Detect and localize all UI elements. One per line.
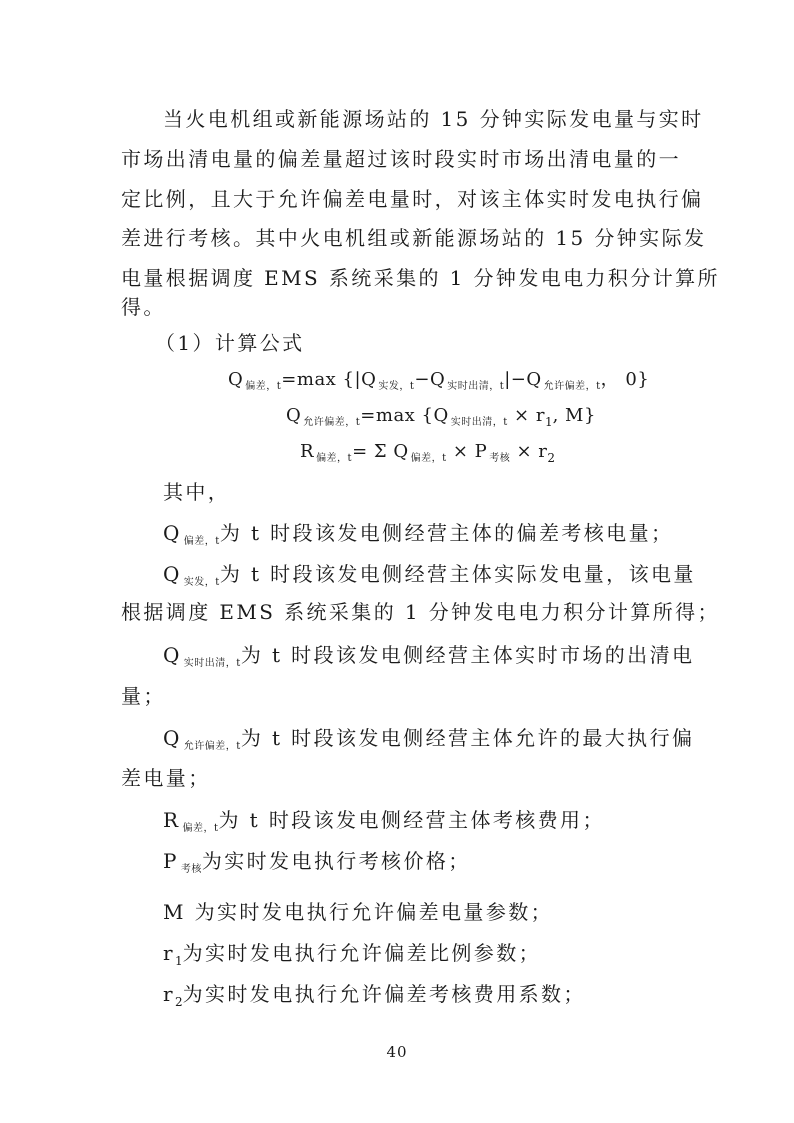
paragraph-line: 定比例，且大于允许偏差电量时，对该主体实时发电执行偏: [121, 187, 704, 211]
formula-allowed-deviation: Q $_{允许偏差,t}$=max {Q $_{实时出清,t} \times r_1$, M}: [286, 405, 596, 429]
definition-continuation: 量；: [121, 684, 166, 708]
definition-line: R $_{偏差,t}$为 t 时段该发电侧经营主体考核费用；: [163, 808, 605, 834]
paragraph-line: 当火电机组或新能源场站的 15 分钟实际发电量与实时: [163, 107, 704, 131]
where-label: 其中，: [163, 480, 231, 504]
definition-line: Q $_{偏差,t}$为 t 时段该发电侧经营主体的偏差考核电量；: [163, 521, 674, 547]
definition-line: Q $_{允许偏差,t}$为 t 时段该发电侧经营主体允许的最大执行偏: [163, 726, 695, 752]
paragraph-line: 市场出清电量的偏差量超过该时段实时市场出清电量的一: [121, 147, 681, 171]
definition-continuation: 差电量；: [121, 766, 211, 790]
definition-line: Q $_{实时出清,t}$为 t 时段该发电侧经营主体实时市场的出清电: [163, 643, 695, 669]
definition-line: $r_2$为实时发电执行允许偏差考核费用系数；: [163, 982, 586, 1009]
formula-deviation: Q $_{偏差,t}$=max {|Q $_{实发,t}$−Q $_{实时出清,t}$|−Q $_{允许偏差,t}$， 0}: [228, 369, 650, 392]
paragraph-line: 差进行考核。其中火电机组或新能源场站的 15 分钟实际发: [121, 226, 707, 250]
formula-assessment-fee: R $_{偏差,t}$= Σ Q $_{偏差,t}$ × P $_{考核} \times r_2$: [300, 441, 556, 465]
page-number: 40: [386, 1043, 408, 1061]
definition-line: M 为实时发电执行允许偏差电量参数；: [163, 900, 554, 924]
definition-line: P $_{考核}$为实时发电执行考核价格；: [163, 849, 471, 875]
definition-continuation: 根据调度 EMS 系统采集的 1 分钟发电电力积分计算所得；: [121, 600, 720, 624]
paragraph-line: 电量根据调度 EMS 系统采集的 1 分钟发电电力积分计算所: [121, 266, 720, 290]
definition-line: Q $_{实发,t}$为 t 时段该发电侧经营主体实际发电量，该电量: [163, 562, 696, 588]
definition-line: $r_1$为实时发电执行允许偏差比例参数；: [163, 941, 542, 968]
section-heading: （1）计算公式: [155, 331, 305, 355]
paragraph-line: 得。: [121, 295, 166, 319]
